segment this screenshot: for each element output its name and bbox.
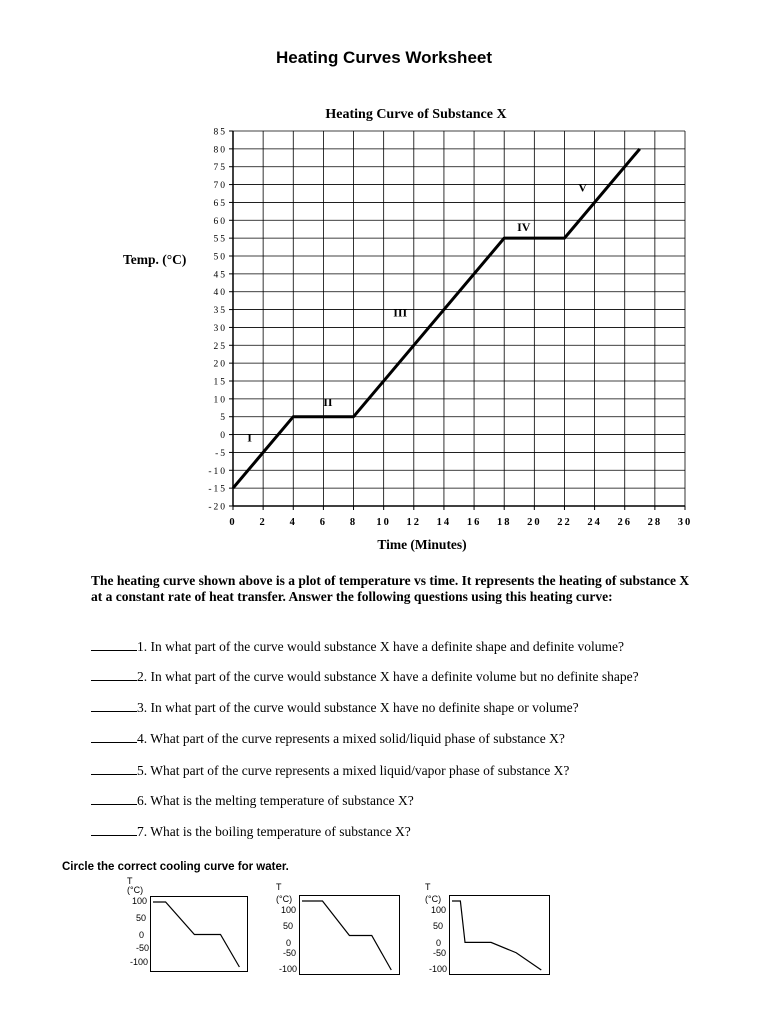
segment-label: V	[578, 180, 587, 195]
y-tick-label: 65	[213, 198, 227, 209]
option-2-ylabel: -50	[283, 948, 297, 958]
x-tick-label: 24	[587, 517, 602, 528]
x-tick-label: 8	[349, 517, 358, 528]
y-tick-label: 5	[220, 413, 227, 424]
segment-label: I	[247, 430, 252, 445]
y-tick-label: 30	[213, 323, 227, 334]
x-tick-label: 28	[647, 517, 663, 528]
y-tick-label: 80	[213, 145, 227, 156]
option-3-unit: (°C)	[425, 894, 442, 904]
page-title: Heating Curves Worksheet	[275, 48, 493, 67]
segment-label: IV	[517, 220, 531, 234]
question-3: 3. In what part of the curve would substance X have no definite shape or volume?	[91, 699, 579, 716]
y-tick-label: 20	[213, 359, 227, 370]
segment-label: II	[323, 395, 333, 409]
option-3-ylabel: 100	[431, 905, 447, 915]
cooling-option-1[interactable]	[150, 896, 248, 972]
x-tick-label: 26	[617, 517, 632, 528]
x-tick-label: 14	[436, 517, 452, 528]
option-2-ylabel: -100	[279, 964, 298, 974]
question-6: 6. What is the melting temperature of substance X?	[91, 792, 414, 809]
option-3-ylabel: 50	[433, 921, 444, 931]
option-1-ylabel: -100	[130, 957, 149, 967]
x-tick-label: 20	[527, 517, 542, 528]
x-tick-label: 0	[229, 517, 237, 528]
y-tick-label: 55	[213, 234, 227, 245]
option-2-ylabel: 50	[283, 921, 294, 931]
option-2-unit: (°C)	[276, 894, 293, 904]
x-tick-label: 18	[496, 517, 512, 528]
cooling-curve-instruction: Circle the correct cooling curve for water.	[62, 861, 289, 873]
option-1-axis-letter: T	[127, 876, 133, 886]
x-tick-label: 30	[677, 517, 693, 528]
option-3-ylabel: -100	[429, 964, 448, 974]
y-tick-label: -15	[208, 484, 227, 495]
option-1-curve-plot	[151, 897, 247, 971]
cooling-curve-line	[153, 902, 239, 967]
option-1-ylabel: -50	[136, 943, 150, 953]
y-tick-label: 75	[213, 163, 227, 174]
intro-paragraph: The heating curve shown above is a plot of temperature vs time. It represents the heating of substance X at a constant rate of heat transfer. Answer the following questions using this heating curve:	[91, 573, 690, 604]
question-1: 1. In what part of the curve would substance X have a definite shape and definite volume?	[91, 638, 624, 655]
cooling-option-3[interactable]	[449, 895, 550, 975]
segment-label: III	[393, 305, 408, 320]
y-tick-label: -20	[208, 502, 227, 513]
x-tick-label: 6	[319, 517, 328, 528]
y-tick-label: 40	[213, 288, 227, 299]
chart-series	[233, 149, 640, 488]
answer-blank-1[interactable]	[91, 638, 137, 651]
heating-curve-line	[233, 149, 640, 488]
option-2-ylabel: 0	[286, 938, 292, 948]
answer-blank-2[interactable]	[91, 668, 137, 681]
option-3-ylabel: -50	[433, 948, 447, 958]
question-5: 5. What part of the curve represents a mixed liquid/vapor phase of substance X?	[91, 762, 569, 779]
cooling-curve-line	[302, 901, 391, 970]
y-tick-label: 70	[213, 181, 227, 192]
answer-blank-4[interactable]	[91, 730, 137, 743]
y-tick-label: -5	[215, 448, 227, 459]
y-tick-label: 10	[213, 395, 227, 406]
y-tick-label: 15	[213, 377, 227, 388]
option-2-curve-plot	[300, 896, 399, 974]
option-2-ylabel: 100	[281, 905, 297, 915]
y-axis-label: Temp. (°C)	[123, 252, 187, 267]
x-tick-label: 10	[376, 517, 391, 528]
answer-blank-3[interactable]	[91, 699, 137, 712]
answer-blank-7[interactable]	[91, 823, 137, 836]
x-tick-label: 12	[406, 517, 422, 528]
option-1-ylabel: 0	[139, 930, 145, 940]
chart-axes	[233, 131, 685, 506]
question-4: 4. What part of the curve represents a mixed solid/liquid phase of substance X?	[91, 730, 565, 747]
x-tick-label: 22	[557, 517, 572, 528]
y-tick-label: -10	[208, 466, 227, 477]
y-tick-label: 35	[213, 306, 227, 317]
y-tick-label: 60	[213, 216, 227, 227]
option-1-ylabel: 50	[136, 913, 147, 923]
option-1-unit: (°C)	[127, 885, 144, 895]
y-tick-label: 85	[213, 127, 227, 138]
option-3-axis-letter: T	[425, 882, 431, 892]
y-tick-label: 0	[220, 431, 227, 442]
y-tick-label: 45	[213, 270, 227, 281]
question-7: 7. What is the boiling temperature of substance X?	[91, 823, 411, 840]
option-1-ylabel: 100	[132, 896, 148, 906]
answer-blank-6[interactable]	[91, 792, 137, 805]
x-axis-label: Time (Minutes)	[377, 537, 467, 552]
question-2: 2. In what part of the curve would substance X have a definite volume but no definite shape?	[91, 668, 639, 685]
option-3-curve-plot	[450, 896, 549, 974]
chart-title: Heating Curve of Substance X	[325, 107, 507, 122]
chart-grid	[233, 131, 685, 506]
x-tick-label: 4	[289, 517, 297, 528]
answer-blank-5[interactable]	[91, 762, 137, 775]
option-3-ylabel: 0	[436, 938, 442, 948]
option-2-axis-letter: T	[276, 882, 282, 892]
y-tick-label: 25	[213, 341, 227, 352]
x-tick-label: 2	[259, 517, 267, 528]
cooling-curve-line	[452, 901, 541, 970]
cooling-option-2[interactable]	[299, 895, 400, 975]
x-tick-label: 16	[466, 517, 482, 528]
y-tick-label: 50	[213, 252, 227, 263]
